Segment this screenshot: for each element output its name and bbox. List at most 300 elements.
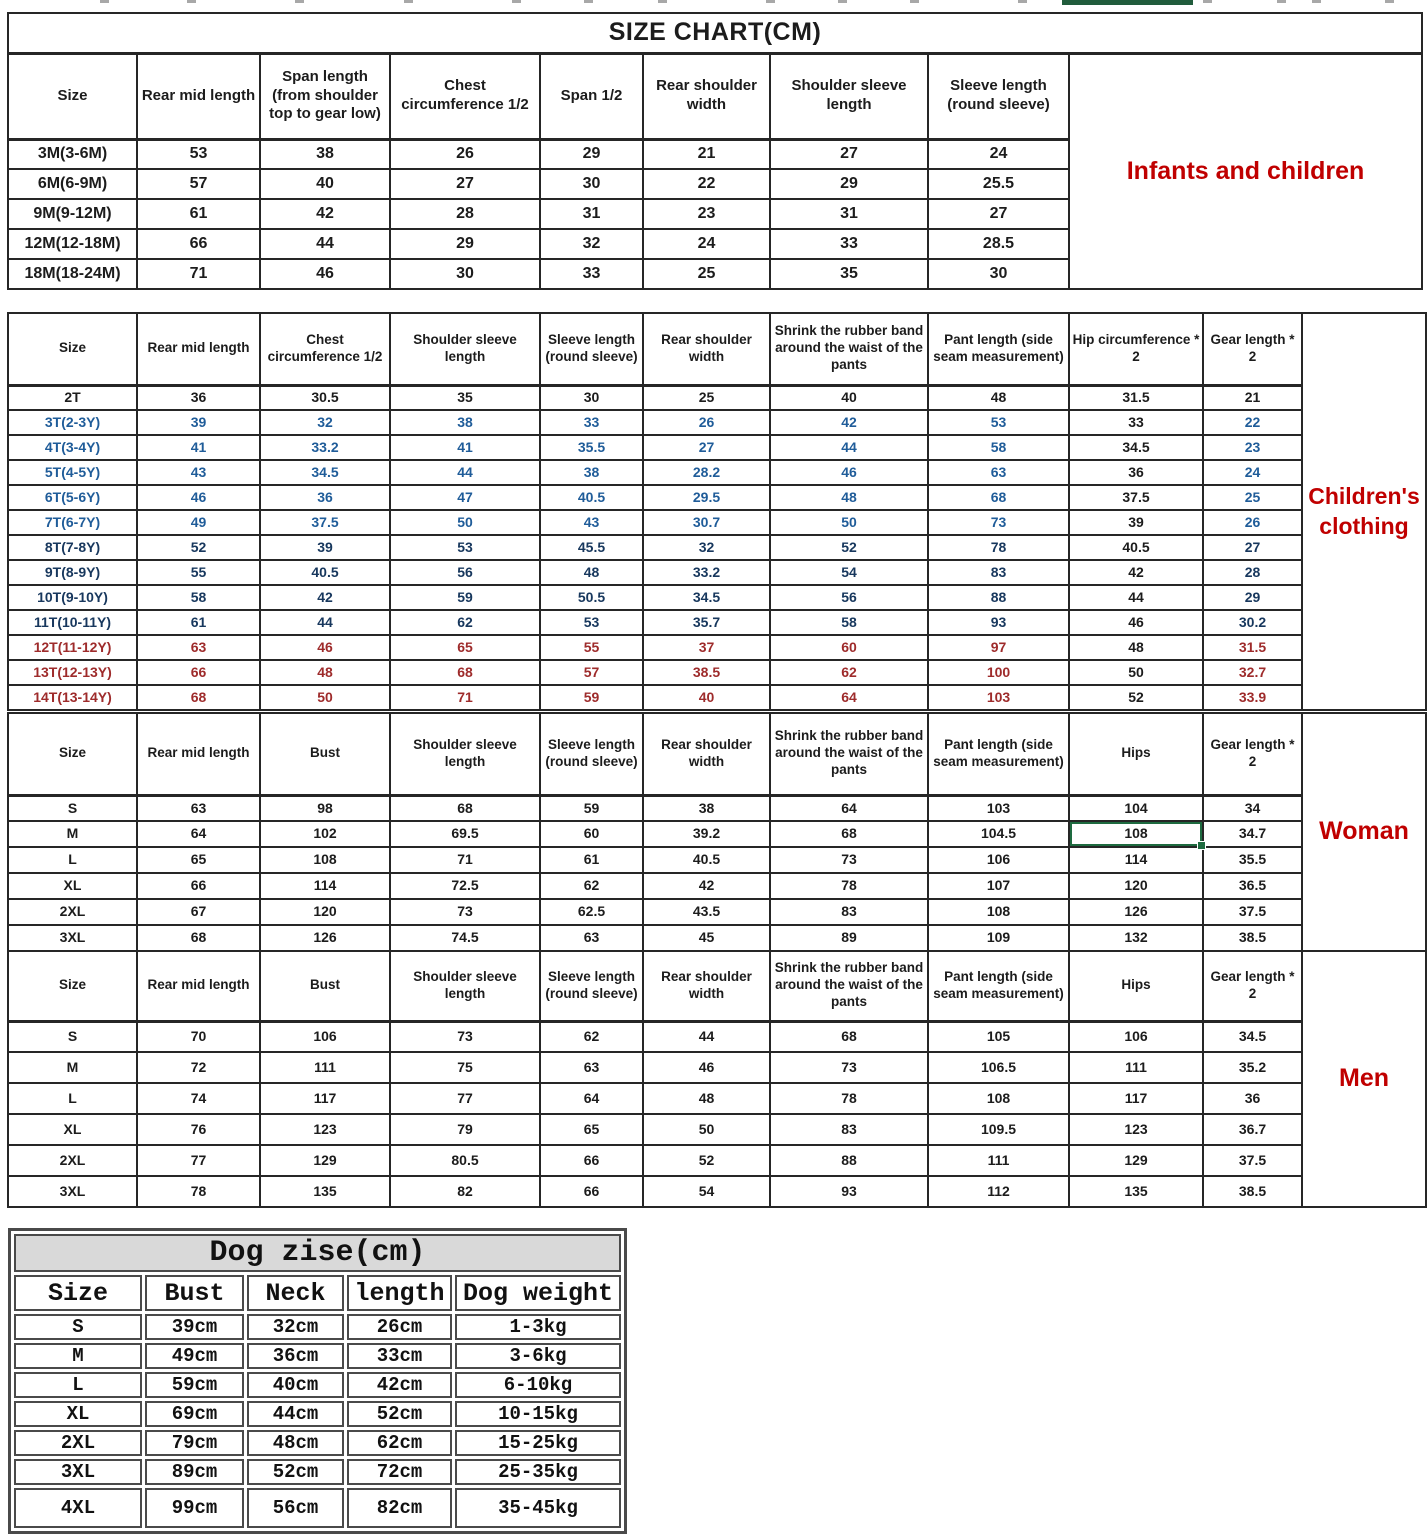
value-cell: 6-10kg [455,1372,621,1398]
value-cell: 27 [643,435,770,460]
value-cell: 37.5 [1203,899,1302,925]
value-cell: 109 [928,925,1069,951]
value-cell: 28.2 [643,460,770,485]
value-cell: 38 [390,410,540,435]
value-cell: 25-35kg [455,1459,621,1485]
value-cell: 77 [137,1145,260,1176]
value-cell: 71 [137,259,260,289]
value-cell: 50 [643,1114,770,1145]
value-cell: 112 [928,1176,1069,1207]
value-cell: 108 [928,899,1069,925]
value-cell: 53 [137,139,260,169]
value-cell: 50.5 [540,585,643,610]
header-cell: Rear mid length [137,713,260,795]
value-cell: 39.2 [643,821,770,847]
size-cell: 2T [8,385,137,410]
size-cell: 13T(12-13Y) [8,660,137,685]
value-cell: 99cm [145,1488,244,1528]
header-cell: Span length (from shoulder top to gear low) [260,53,390,139]
value-cell: 34 [1203,795,1302,821]
value-cell: 56 [770,585,928,610]
table-row [8,510,1426,535]
value-cell: 76 [137,1114,260,1145]
value-cell: 10-15kg [455,1401,621,1427]
size-cell: 10T(9-10Y) [8,585,137,610]
value-cell: 21 [1203,385,1302,410]
column-tick [100,0,109,3]
value-cell: 31 [540,199,643,229]
header-cell: Shoulder sleeve length [390,951,540,1021]
value-cell: 38.5 [643,660,770,685]
value-cell: 107 [928,873,1069,899]
value-cell: 77 [390,1083,540,1114]
header-cell: Pant length (side seam measurement) [928,951,1069,1021]
value-cell: 50 [1069,660,1203,685]
value-cell: 74.5 [390,925,540,951]
column-tick [1203,0,1212,3]
header-cell: Span 1/2 [540,53,643,139]
value-cell: 58 [770,610,928,635]
header-cell: Chest circumference 1/2 [390,53,540,139]
value-cell: 26cm [347,1314,452,1340]
value-cell: 93 [770,1176,928,1207]
value-cell: 64 [137,821,260,847]
value-cell: 26 [390,139,540,169]
value-cell: 108 [260,847,390,873]
infants-size-table [7,12,1423,290]
table-row [8,410,1426,435]
value-cell: 126 [1069,899,1203,925]
table-row [8,1052,1426,1083]
column-tick [404,0,413,3]
value-cell: 63 [928,460,1069,485]
table-row [8,385,1426,410]
value-cell: 25 [1203,485,1302,510]
header-cell: Shrink the rubber band around the waist of the pants [770,713,928,795]
value-cell: 39 [260,535,390,560]
value-cell: 38 [540,460,643,485]
value-cell: 29 [390,229,540,259]
value-cell: 74 [137,1083,260,1114]
value-cell: 46 [260,635,390,660]
value-cell: 97 [928,635,1069,660]
value-cell: 48 [1069,635,1203,660]
value-cell: 41 [137,435,260,460]
value-cell: 34.5 [1203,1021,1302,1052]
value-cell: 35 [390,385,540,410]
size-cell: 9T(8-9Y) [8,560,137,585]
column-tick [1277,0,1286,3]
value-cell: 22 [1203,410,1302,435]
size-cell: 2XL [14,1430,142,1456]
value-cell: 49 [137,510,260,535]
table-row [8,847,1426,873]
value-cell: 30 [390,259,540,289]
size-cell: L [8,847,137,873]
value-cell: 40.5 [260,560,390,585]
value-cell: 52cm [247,1459,344,1485]
value-cell: 79cm [145,1430,244,1456]
value-cell: 30 [540,169,643,199]
value-cell: 34.5 [643,585,770,610]
value-cell: 48 [770,485,928,510]
value-cell: 37.5 [260,510,390,535]
value-cell: 61 [540,847,643,873]
column-tick [187,0,196,3]
value-cell: 78 [928,535,1069,560]
value-cell: 132 [1069,925,1203,951]
header-cell: Shoulder sleeve length [770,53,928,139]
value-cell: 37.5 [1069,485,1203,510]
size-cell: S [14,1314,142,1340]
table-row [8,925,1426,951]
table-row [8,560,1426,585]
header-cell: Pant length (side seam measurement) [928,313,1069,385]
value-cell: 71 [390,685,540,710]
value-cell: 71 [390,847,540,873]
value-cell: 70 [137,1021,260,1052]
value-cell: 63 [540,1052,643,1083]
value-cell: 46 [1069,610,1203,635]
value-cell: 34.7 [1203,821,1302,847]
children-size-table-block [7,312,1427,711]
value-cell: 52 [137,535,260,560]
value-cell: 83 [770,1114,928,1145]
size-cell: 3XL [14,1459,142,1485]
value-cell: 47 [390,485,540,510]
value-cell: 35.5 [1203,847,1302,873]
value-cell: 78 [770,873,928,899]
value-cell: 103 [928,795,1069,821]
value-cell: 120 [260,899,390,925]
value-cell: 33 [770,229,928,259]
men-label: Men [1302,951,1426,1207]
size-cell: M [8,1052,137,1083]
table-row [8,899,1426,925]
value-cell: 129 [260,1145,390,1176]
header-cell: Gear length * 2 [1203,313,1302,385]
value-cell: 104.5 [928,821,1069,847]
value-cell: 30.5 [260,385,390,410]
value-cell: 38.5 [1203,925,1302,951]
value-cell: 62cm [347,1430,452,1456]
value-cell: 35.7 [643,610,770,635]
header-cell: Gear length * 2 [1203,713,1302,795]
value-cell: 53 [390,535,540,560]
value-cell: 40 [260,169,390,199]
value-cell: 62 [390,610,540,635]
value-cell: 40.5 [1069,535,1203,560]
value-cell: 42 [770,410,928,435]
column-tick [766,0,775,3]
value-cell: 55 [137,560,260,585]
size-cell: 18M(18-24M) [8,259,137,289]
value-cell: 52 [770,535,928,560]
value-cell: 60 [540,821,643,847]
dog-table-title: Dog zise(cm) [14,1234,621,1272]
size-cell: XL [8,873,137,899]
value-cell: 26 [1203,510,1302,535]
column-tick [838,0,847,3]
table-row [8,660,1426,685]
value-cell: 78 [137,1176,260,1207]
value-cell: 21 [643,139,770,169]
value-cell: 36 [1203,1083,1302,1114]
selected-cell: 108 [1069,821,1203,847]
value-cell: 40 [643,685,770,710]
value-cell: 50 [260,685,390,710]
header-cell: Sleeve length (round sleeve) [540,313,643,385]
value-cell: 36 [1069,460,1203,485]
value-cell: 111 [928,1145,1069,1176]
value-cell: 33cm [347,1343,452,1369]
value-cell: 34.5 [260,460,390,485]
value-cell: 88 [770,1145,928,1176]
value-cell: 42cm [347,1372,452,1398]
header-cell: Rear shoulder width [643,713,770,795]
value-cell: 88 [928,585,1069,610]
header-cell: Shrink the rubber band around the waist of the pants [770,313,928,385]
green-accent-bar [1062,0,1193,5]
value-cell: 48 [928,385,1069,410]
value-cell: 36cm [247,1343,344,1369]
value-cell: 123 [1069,1114,1203,1145]
value-cell: 29 [540,139,643,169]
table-row [8,535,1426,560]
size-cell: S [8,1021,137,1052]
value-cell: 106 [1069,1021,1203,1052]
header-cell: Rear mid length [137,53,260,139]
size-chart-title: SIZE CHART(CM) [8,13,1422,53]
value-cell: 93 [928,610,1069,635]
value-cell: 129 [1069,1145,1203,1176]
value-cell: 3-6kg [455,1343,621,1369]
value-cell: 62 [770,660,928,685]
value-cell: 31 [770,199,928,229]
value-cell: 73 [390,899,540,925]
value-cell: 55 [540,635,643,660]
size-cell: 14T(13-14Y) [8,685,137,710]
value-cell: 66 [137,873,260,899]
table-row [8,1176,1426,1207]
value-cell: 32 [643,535,770,560]
value-cell: 45.5 [540,535,643,560]
value-cell: 66 [137,660,260,685]
value-cell: 67 [137,899,260,925]
value-cell: 39cm [145,1314,244,1340]
table-row [8,1083,1426,1114]
size-cell: XL [8,1114,137,1145]
size-cell: 9M(9-12M) [8,199,137,229]
table-row [14,1488,621,1528]
value-cell: 52 [1069,685,1203,710]
value-cell: 106.5 [928,1052,1069,1083]
value-cell: 46 [770,460,928,485]
value-cell: 53 [540,610,643,635]
header-cell: Bust [260,951,390,1021]
value-cell: 48 [540,560,643,585]
value-cell: 60 [770,635,928,660]
value-cell: 69.5 [390,821,540,847]
value-cell: 45 [643,925,770,951]
value-cell: 62.5 [540,899,643,925]
value-cell: 37 [643,635,770,660]
value-cell: 50 [770,510,928,535]
size-cell: 5T(4-5Y) [8,460,137,485]
value-cell: 28 [1203,560,1302,585]
value-cell: 108 [928,1083,1069,1114]
dog-size-table-block [8,1228,627,1534]
value-cell: 135 [1069,1176,1203,1207]
value-cell: 44 [390,460,540,485]
value-cell: 65 [390,635,540,660]
value-cell: 98 [260,795,390,821]
size-cell: M [8,821,137,847]
column-tick [1385,0,1394,3]
value-cell: 1-3kg [455,1314,621,1340]
header-cell: Size [8,313,137,385]
value-cell: 59cm [145,1372,244,1398]
value-cell: 26 [643,410,770,435]
header-cell: Chest circumference 1/2 [260,313,390,385]
value-cell: 111 [260,1052,390,1083]
header-cell: Bust [145,1275,244,1311]
value-cell: 23 [643,199,770,229]
column-tick [1018,0,1027,3]
value-cell: 48 [260,660,390,685]
column-tick [584,0,593,3]
value-cell: 42 [260,585,390,610]
value-cell: 44 [1069,585,1203,610]
value-cell: 106 [928,847,1069,873]
header-cell: Size [8,713,137,795]
size-cell: 6M(6-9M) [8,169,137,199]
value-cell: 64 [770,795,928,821]
value-cell: 79 [390,1114,540,1145]
table-row [14,1314,621,1340]
size-cell: M [14,1343,142,1369]
header-cell: Hips [1069,713,1203,795]
size-cell: 3T(2-3Y) [8,410,137,435]
value-cell: 33 [1069,410,1203,435]
value-cell: 29 [770,169,928,199]
value-cell: 103 [928,685,1069,710]
value-cell: 36.5 [1203,873,1302,899]
header-cell: Dog weight [455,1275,621,1311]
value-cell: 42 [1069,560,1203,585]
table-row [8,435,1426,460]
value-cell: 30 [928,259,1069,289]
value-cell: 120 [1069,873,1203,899]
value-cell: 56cm [247,1488,344,1528]
table-row [8,873,1426,899]
value-cell: 25 [643,385,770,410]
value-cell: 29 [1203,585,1302,610]
adult-size-table-block [7,712,1427,1208]
column-tick [910,0,919,3]
header-cell: Shoulder sleeve length [390,313,540,385]
woman-men-size-table [7,712,1427,1208]
value-cell: 53 [928,410,1069,435]
value-cell: 28 [390,199,540,229]
value-cell: 111 [1069,1052,1203,1083]
value-cell: 73 [928,510,1069,535]
header-cell: Size [8,53,137,139]
table-row [8,821,1426,847]
header-cell: Size [14,1275,142,1311]
value-cell: 73 [770,847,928,873]
value-cell: 64 [540,1083,643,1114]
header-cell: length [347,1275,452,1311]
column-tick [512,0,521,3]
value-cell: 83 [770,899,928,925]
value-cell: 33 [540,259,643,289]
value-cell: 104 [1069,795,1203,821]
value-cell: 82cm [347,1488,452,1528]
value-cell: 102 [260,821,390,847]
header-cell: Shoulder sleeve length [390,713,540,795]
size-cell: 3XL [8,1176,137,1207]
value-cell: 75 [390,1052,540,1083]
column-tick [1312,0,1321,3]
value-cell: 40cm [247,1372,344,1398]
table-row [8,795,1426,821]
header-cell: Sleeve length (round sleeve) [540,951,643,1021]
value-cell: 126 [260,925,390,951]
value-cell: 117 [260,1083,390,1114]
value-cell: 52cm [347,1401,452,1427]
value-cell: 48cm [247,1430,344,1456]
value-cell: 78 [770,1083,928,1114]
value-cell: 54 [643,1176,770,1207]
value-cell: 59 [390,585,540,610]
table-row [8,460,1426,485]
value-cell: 68 [137,925,260,951]
value-cell: 38 [260,139,390,169]
value-cell: 68 [390,795,540,821]
size-cell: 8T(7-8Y) [8,535,137,560]
woman-label: Woman [1302,713,1426,951]
size-cell: 3XL [8,925,137,951]
value-cell: 61 [137,610,260,635]
value-cell: 22 [643,169,770,199]
table-row [14,1401,621,1427]
value-cell: 34.5 [1069,435,1203,460]
value-cell: 43.5 [643,899,770,925]
value-cell: 66 [137,229,260,259]
header-cell: Size [8,951,137,1021]
value-cell: 28.5 [928,229,1069,259]
table-row [8,585,1426,610]
value-cell: 32 [540,229,643,259]
value-cell: 42 [260,199,390,229]
value-cell: 39 [137,410,260,435]
header-cell: Sleeve length (round sleeve) [928,53,1069,139]
value-cell: 65 [540,1114,643,1145]
value-cell: 35.2 [1203,1052,1302,1083]
value-cell: 50 [390,510,540,535]
size-cell: 2XL [8,899,137,925]
children-size-table [7,312,1427,711]
table-row [8,1114,1426,1145]
value-cell: 38 [643,795,770,821]
size-cell: 12T(11-12Y) [8,635,137,660]
value-cell: 30 [540,385,643,410]
column-tick [658,0,667,3]
value-cell: 66 [540,1176,643,1207]
value-cell: 32.7 [1203,660,1302,685]
value-cell: 32cm [247,1314,344,1340]
